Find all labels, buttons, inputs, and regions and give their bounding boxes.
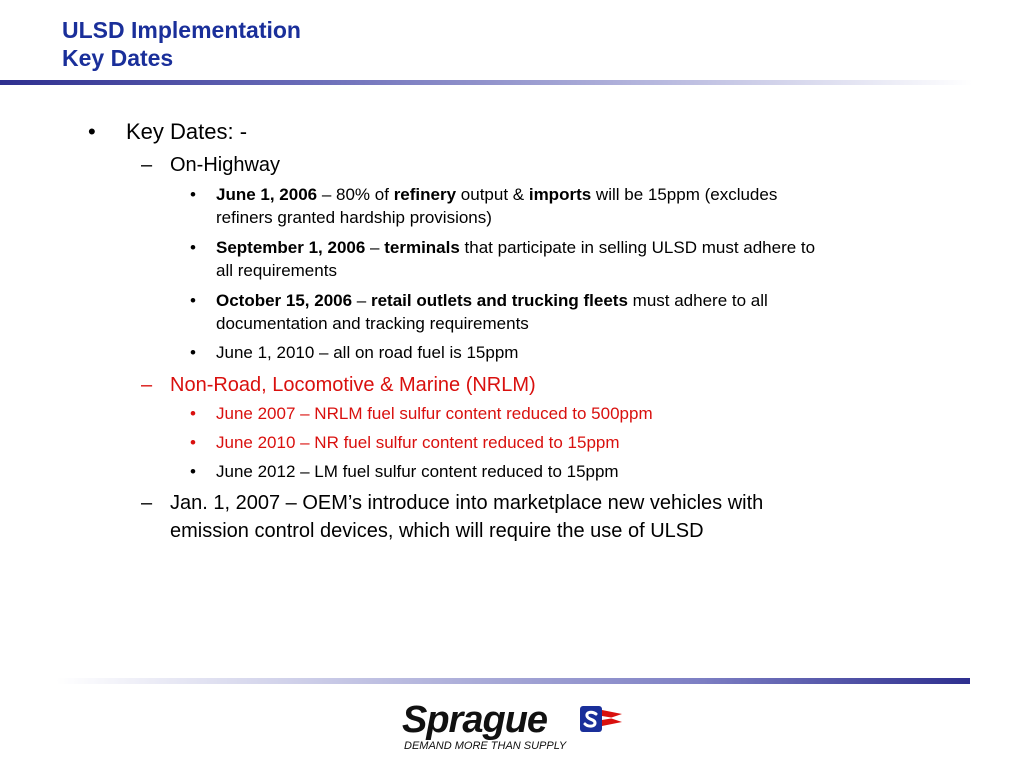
list-item-continuation: all requirements [216,261,337,280]
slide-title-line2: Key Dates [62,45,174,71]
list-item-nrlm-2007: June 2007 – NRLM fuel sulfur content reduced to 500ppm [216,404,653,423]
dash-marker: – [141,374,153,396]
slide-title-line1: ULSD Implementation [62,17,301,43]
list-item-nr-2010: June 2010 – NR fuel sulfur content reduced to 15ppm [216,433,620,452]
list-item-june-2010: June 1, 2010 – all on road fuel is 15ppm [216,343,519,362]
list-item-lm-2012: June 2012 – LM fuel sulfur content reduced to 15ppm [216,462,619,481]
flag-icon [578,704,624,738]
bullet-marker: • [190,343,196,362]
date-text: October 15, 2006 [216,291,353,310]
dash-marker: – [141,154,153,176]
bullet-marker: • [190,238,196,257]
logo-wordmark: Sprague [402,699,548,741]
bullet-marker: • [190,404,196,423]
date-text: June 1, 2006 [216,185,318,204]
date-text: September 1, 2006 [216,238,366,257]
oem-item-continuation: emission control devices, which will require the use of ULSD [170,520,704,542]
bottom-divider [56,678,970,684]
sprague-logo [402,700,632,756]
list-item-june-2006: June 1, 2006 – 80% of refinery output & imports will be 15ppm (excludes [216,185,778,204]
oem-item: Jan. 1, 2007 – OEM’s introduce into marketplace new vehicles with [170,492,764,514]
logo-tagline: DEMAND MORE THAN SUPPLY [404,740,567,752]
slide-title [62,16,301,72]
bullet-marker: • [190,185,196,204]
list-item-sept-2006: September 1, 2006 – terminals that participate in selling ULSD must adhere to [216,238,816,257]
list-item-continuation: refiners granted hardship provisions) [216,208,492,227]
bullet-marker: • [88,119,96,144]
top-divider [0,80,1024,85]
bullet-marker: • [190,291,196,310]
list-item-oct-2006: October 15, 2006 – retail outlets and trucking fleets must adhere to all [216,291,768,310]
key-dates-heading: Key Dates: - [126,119,248,144]
dash-marker: – [141,492,153,514]
bullet-marker: • [190,462,196,481]
on-highway-heading: On-Highway [170,154,281,176]
list-item-continuation: documentation and tracking requirements [216,314,529,333]
nrlm-heading: Non-Road, Locomotive & Marine (NRLM) [170,374,536,396]
bullet-marker: • [190,433,196,452]
